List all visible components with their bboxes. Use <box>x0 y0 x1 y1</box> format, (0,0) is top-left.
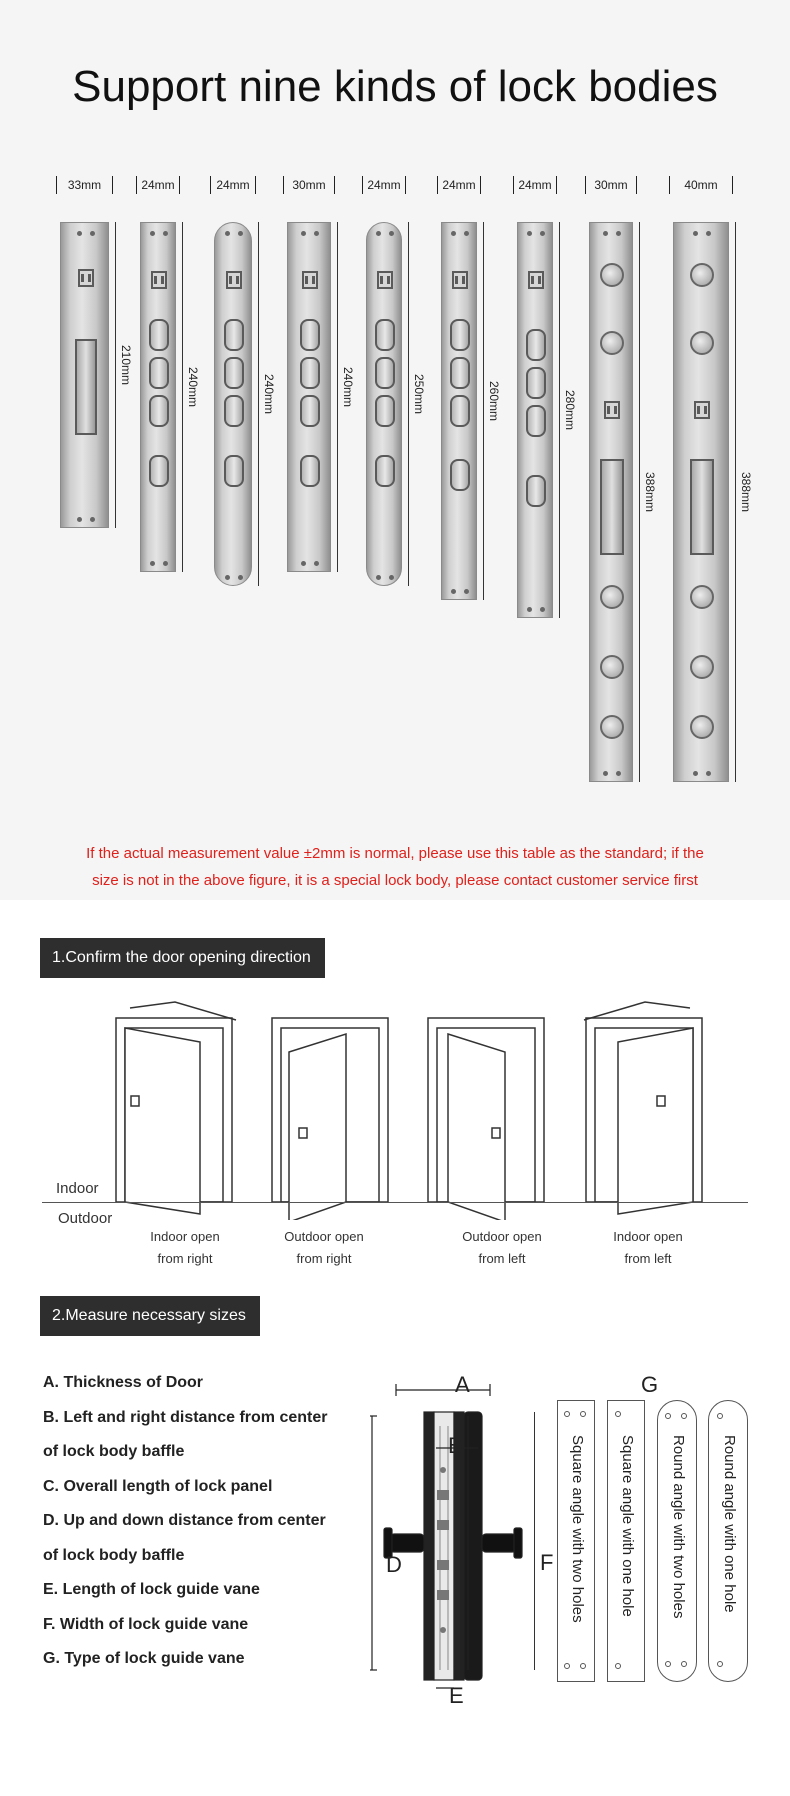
screw-hole <box>90 517 95 522</box>
measure-c: C. Overall length of lock panel <box>43 1477 273 1495</box>
bolt-slot <box>450 357 470 389</box>
label-g: G <box>641 1372 659 1397</box>
door-outdoor-open-left <box>428 1018 544 1220</box>
bolt-slot <box>526 405 546 437</box>
door-indoor-open-left <box>584 1002 702 1214</box>
lock-body-plate <box>366 222 402 586</box>
bolt-slot <box>224 319 244 351</box>
bolt-slot <box>375 319 395 351</box>
screw-hole <box>376 575 381 580</box>
indoor-label: Indoor <box>56 1180 99 1197</box>
width-label <box>362 178 406 192</box>
measure-d-cont: of lock body baffle <box>43 1546 185 1564</box>
door-label-2: Outdoor open from right <box>284 1229 364 1266</box>
latch <box>226 271 242 289</box>
latch <box>452 271 468 289</box>
latch <box>78 269 94 287</box>
screw-hole <box>706 771 711 776</box>
bolt-slot <box>224 455 244 487</box>
measure-b-cont: of lock body baffle <box>43 1443 185 1460</box>
screw-hole <box>376 231 381 236</box>
bolt-slot <box>300 319 320 351</box>
screw-hole <box>77 231 82 236</box>
door-indoor-open-right <box>116 1002 236 1214</box>
page-title: Support nine kinds of lock bodies <box>72 62 718 111</box>
bolt-slot <box>149 319 169 351</box>
screw-hole <box>693 231 698 236</box>
screw-hole <box>451 231 456 236</box>
width-label <box>585 178 637 192</box>
lock-diagram <box>370 1370 550 1710</box>
door-label-4: Indoor open from left <box>613 1229 683 1266</box>
lock-body-plate <box>140 222 176 572</box>
screw-hole <box>451 589 456 594</box>
length-dimension-line <box>408 222 409 586</box>
width-tick <box>437 176 438 194</box>
lock-body-plate <box>60 222 109 528</box>
round-bolt <box>600 715 624 739</box>
round-bolt <box>600 655 624 679</box>
length-label: 240mm <box>341 367 355 408</box>
length-dimension-line <box>337 222 338 572</box>
round-bolt <box>690 715 714 739</box>
door-outdoor-open-right <box>272 1018 388 1220</box>
length-dimension-line <box>639 222 640 782</box>
lock-body-plate <box>441 222 477 600</box>
bolt-slot <box>450 319 470 351</box>
label-f: F <box>540 1550 554 1575</box>
width-label <box>669 178 733 192</box>
round-bolt <box>690 263 714 287</box>
screw-hole <box>464 231 469 236</box>
step1-header: 1.Confirm the door opening direction <box>40 938 325 978</box>
screw-hole <box>163 231 168 236</box>
width-tick <box>556 176 557 194</box>
screw-hole <box>464 589 469 594</box>
bolt-slot <box>526 367 546 399</box>
notice-line-1: If the actual measurement value ±2mm is normal, please use this table as the standard; if the <box>86 845 704 862</box>
latch <box>604 401 620 419</box>
screw-hole <box>616 231 621 236</box>
length-label: 240mm <box>262 374 276 415</box>
lock-body-plate <box>214 222 252 586</box>
latch <box>302 271 318 289</box>
bolt-slot <box>526 475 546 507</box>
bolt-slot <box>300 455 320 487</box>
measure-b: B. Left and right distance from center <box>43 1408 328 1426</box>
measure-a: A. Thickness of Door <box>43 1374 204 1391</box>
width-value: 24mm <box>518 178 552 192</box>
width-tick <box>585 176 586 194</box>
bolt-slot <box>300 395 320 427</box>
vane-square-two-holes: Square angle with two holes <box>557 1400 595 1682</box>
door-label-1: Indoor open from right <box>150 1229 220 1266</box>
screw-hole <box>314 561 319 566</box>
width-value: 33mm <box>67 178 102 192</box>
screw-hole <box>540 231 545 236</box>
screw-hole <box>603 231 608 236</box>
width-tick <box>405 176 406 194</box>
length-dimension-line <box>115 222 116 528</box>
bolt-slot <box>450 459 470 491</box>
length-dimension-line <box>735 222 736 782</box>
screw-hole <box>314 231 319 236</box>
round-bolt <box>600 585 624 609</box>
bolt-slot <box>300 357 320 389</box>
lock-body-plate <box>589 222 633 782</box>
bolt-slot <box>375 395 395 427</box>
screw-hole <box>301 561 306 566</box>
width-tick <box>669 176 670 194</box>
length-label: 260mm <box>487 381 501 422</box>
vane-round-one-hole: Round angle with one hole <box>708 1400 748 1682</box>
length-dimension-line <box>559 222 560 618</box>
width-label <box>210 178 256 192</box>
main-bolt <box>75 339 97 435</box>
lock-body-plate <box>287 222 331 572</box>
label-a: A <box>455 1372 470 1397</box>
length-label: 388mm <box>739 472 753 513</box>
bolt-slot <box>224 395 244 427</box>
screw-hole <box>389 231 394 236</box>
screw-hole <box>150 561 155 566</box>
screw-hole <box>540 607 545 612</box>
length-label: 250mm <box>412 374 426 415</box>
bolt-slot <box>450 395 470 427</box>
latch <box>377 271 393 289</box>
vane-round-two-holes: Round angle with two holes <box>657 1400 697 1682</box>
screw-hole <box>90 231 95 236</box>
screw-hole <box>706 231 711 236</box>
bolt-slot <box>526 329 546 361</box>
length-label: 388mm <box>643 472 657 513</box>
f-dimension-line <box>534 1412 535 1670</box>
bolt-slot <box>149 455 169 487</box>
length-label: 280mm <box>563 390 577 431</box>
main-bolt <box>690 459 714 555</box>
screw-hole <box>527 231 532 236</box>
screw-hole <box>301 231 306 236</box>
latch <box>694 401 710 419</box>
width-label <box>513 178 557 192</box>
round-bolt <box>690 585 714 609</box>
label-b: B <box>448 1433 463 1458</box>
length-dimension-line <box>483 222 484 600</box>
screw-hole <box>77 517 82 522</box>
round-bolt <box>600 263 624 287</box>
notice-line-2: size is not in the above figure, it is a special lock body, please contact customer service first <box>92 872 698 889</box>
width-tick <box>255 176 256 194</box>
width-tick <box>112 176 113 194</box>
width-label <box>136 178 180 192</box>
bolt-slot <box>375 455 395 487</box>
label-e: E <box>449 1683 464 1708</box>
outdoor-label: Outdoor <box>58 1210 113 1227</box>
width-value: 30mm <box>292 178 326 192</box>
latch <box>528 271 544 289</box>
round-bolt <box>600 331 624 355</box>
width-tick <box>480 176 481 194</box>
main-bolt <box>600 459 624 555</box>
length-label: 240mm <box>186 367 200 408</box>
width-value: 24mm <box>141 178 175 192</box>
bolt-slot <box>149 395 169 427</box>
screw-hole <box>238 231 243 236</box>
width-tick <box>283 176 284 194</box>
width-label <box>437 178 481 192</box>
width-value: 30mm <box>594 178 628 192</box>
width-value: 40mm <box>684 178 718 192</box>
screw-hole <box>616 771 621 776</box>
width-tick <box>513 176 514 194</box>
width-tick <box>334 176 335 194</box>
length-dimension-line <box>182 222 183 572</box>
lock-body-plate <box>673 222 729 782</box>
screw-hole <box>527 607 532 612</box>
length-dimension-line <box>258 222 259 586</box>
screw-hole <box>238 575 243 580</box>
screw-hole <box>603 771 608 776</box>
label-d: D <box>386 1552 402 1577</box>
screw-hole <box>225 231 230 236</box>
measure-g: G. Type of lock guide vane <box>43 1650 245 1667</box>
width-tick <box>136 176 137 194</box>
bolt-slot <box>375 357 395 389</box>
screw-hole <box>150 231 155 236</box>
measure-d: D. Up and down distance from center <box>43 1512 326 1529</box>
round-bolt <box>690 655 714 679</box>
length-label: 210mm <box>119 345 133 386</box>
door-diagrams <box>0 990 790 1220</box>
round-bolt <box>690 331 714 355</box>
bolt-slot <box>224 357 244 389</box>
indoor-outdoor-divider <box>42 1202 748 1203</box>
width-tick <box>732 176 733 194</box>
measurement-list <box>43 1366 327 1677</box>
screw-hole <box>389 575 394 580</box>
width-tick <box>362 176 363 194</box>
step2-header: 2.Measure necessary sizes <box>40 1296 260 1336</box>
width-label <box>56 178 113 192</box>
vane-square-one-hole: Square angle with one hole <box>607 1400 645 1682</box>
width-tick <box>636 176 637 194</box>
measure-e: E. Length of lock guide vane <box>43 1581 260 1598</box>
width-value: 24mm <box>216 178 250 192</box>
width-tick <box>210 176 211 194</box>
screw-hole <box>163 561 168 566</box>
width-label <box>283 178 335 192</box>
bolt-slot <box>149 357 169 389</box>
width-tick <box>179 176 180 194</box>
measure-f: F. Width of lock guide vane <box>43 1615 249 1633</box>
width-tick <box>56 176 57 194</box>
screw-hole <box>693 771 698 776</box>
screw-hole <box>225 575 230 580</box>
door-label-3: Outdoor open from left <box>462 1229 542 1266</box>
latch <box>151 271 167 289</box>
width-value: 24mm <box>367 178 401 192</box>
width-value: 24mm <box>442 178 476 192</box>
lock-body-plate <box>517 222 553 618</box>
